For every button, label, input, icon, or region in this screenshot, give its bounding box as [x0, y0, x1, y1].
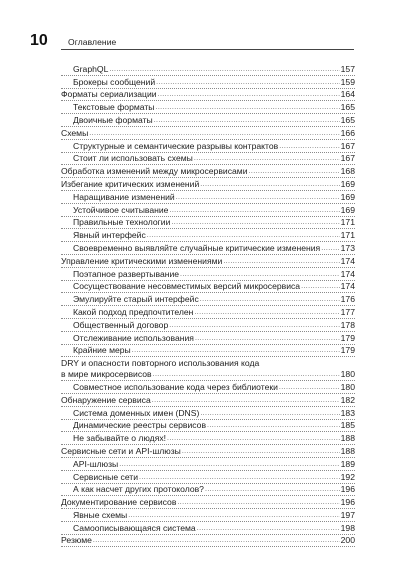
dot-leader — [167, 433, 340, 444]
toc-entry-page: 171 — [340, 230, 355, 241]
dot-leader — [223, 256, 339, 267]
dot-leader — [279, 382, 340, 393]
toc-entry-page: 197 — [340, 509, 355, 520]
toc-entry-title: Обработка изменений между микросервисами — [61, 166, 248, 177]
toc-entry-title: Стоит ли использовать схемы — [73, 153, 193, 164]
toc-entry — [61, 140, 355, 153]
toc-entry-page: 167 — [340, 153, 355, 164]
toc-entry-page: 185 — [340, 420, 355, 431]
toc-entry-page: 196 — [340, 497, 355, 508]
toc-entry-title: Крайние меры — [73, 345, 131, 356]
toc-entry-title: Общественный договор — [73, 319, 169, 330]
toc-entry-page: 171 — [340, 217, 355, 228]
dot-leader — [171, 217, 339, 228]
toc-entry-title-line1: DRY и опасности повторного использования кода — [61, 358, 260, 369]
toc-entry — [61, 89, 355, 102]
toc-entry — [61, 101, 355, 114]
toc-entry-page: 168 — [340, 166, 355, 177]
toc-entry-page: 178 — [340, 319, 355, 330]
table-of-contents — [61, 63, 355, 547]
toc-entry-page: 189 — [340, 458, 355, 469]
toc-entry-page: 179 — [340, 332, 355, 343]
toc-entry — [61, 522, 355, 535]
toc-entry-page: 188 — [340, 445, 355, 456]
toc-entry — [61, 407, 355, 420]
toc-entry-title: Своевременно выявляйте случайные критические изменения — [73, 242, 321, 253]
toc-entry — [61, 394, 355, 407]
toc-entry — [61, 255, 355, 268]
toc-entry-title: Поэтапное развертывание — [73, 268, 180, 279]
toc-entry-title: Эмулируйте старый интерфейс — [73, 294, 199, 305]
toc-entry-title: Правильные технологии — [73, 217, 171, 228]
toc-entry — [61, 268, 355, 281]
toc-entry-page: 169 — [340, 191, 355, 202]
toc-entry — [61, 484, 355, 497]
dot-leader — [109, 64, 339, 75]
toc-entry — [61, 471, 355, 484]
toc-entry-page: 183 — [340, 407, 355, 418]
page-number: 10 — [30, 32, 48, 49]
running-head: Оглавление — [68, 37, 117, 47]
toc-entry-title: Самоописывающаяся система — [73, 522, 196, 533]
toc-entry — [61, 509, 355, 522]
toc-entry-title: Документирование сервисов — [61, 497, 177, 508]
dot-leader — [195, 333, 340, 344]
toc-entry-page: 157 — [340, 63, 355, 74]
dot-leader — [154, 115, 340, 126]
dot-leader — [156, 77, 340, 88]
dot-leader — [197, 523, 340, 534]
toc-entry — [61, 293, 355, 306]
dot-leader — [119, 459, 339, 470]
toc-entry — [61, 535, 355, 548]
toc-entry-page: 165 — [340, 102, 355, 113]
toc-entry — [61, 178, 355, 191]
toc-entry-title: Не забывайте о людях! — [73, 433, 167, 444]
toc-entry-page: 167 — [340, 140, 355, 151]
page-header — [30, 32, 354, 50]
toc-entry-title: Совместное использование кода через библиотеки — [73, 381, 278, 392]
toc-entry-page: 192 — [340, 471, 355, 482]
dot-leader — [180, 269, 340, 280]
toc-entry-page: 173 — [340, 242, 355, 253]
dot-leader — [139, 472, 340, 483]
dot-leader — [153, 369, 340, 380]
toc-entry-title: Явные схемы — [73, 509, 128, 520]
toc-entry-title: Управление критическими изменениями — [61, 255, 223, 266]
toc-entry-title: Брокеры сообщений — [73, 76, 156, 87]
toc-entry-page: 174 — [340, 268, 355, 279]
toc-entry-title: Текстовые форматы — [73, 102, 155, 113]
dot-leader — [249, 166, 340, 177]
dot-leader — [194, 307, 339, 318]
toc-entry — [61, 345, 355, 358]
toc-entry — [61, 432, 355, 445]
toc-entry-title: API-шлюзы — [73, 458, 119, 469]
toc-entry — [61, 357, 355, 381]
toc-entry — [61, 242, 355, 255]
dot-leader — [155, 102, 339, 113]
toc-entry-title: Форматы сериализации — [61, 89, 157, 100]
toc-entry-title: Избегание критических изменений — [61, 178, 200, 189]
header-rule — [61, 49, 354, 50]
toc-entry-title: Сервисные сети и API-шлюзы — [61, 445, 181, 456]
toc-entry — [61, 381, 355, 394]
toc-entry-title: в мире микросервисов — [61, 369, 152, 380]
dot-leader — [321, 243, 339, 254]
toc-entry-page: 196 — [340, 484, 355, 495]
toc-entry-page: 200 — [340, 535, 355, 546]
toc-entry — [61, 165, 355, 178]
toc-entry — [61, 76, 355, 89]
toc-entry-title: Резюме — [61, 535, 92, 546]
dot-leader — [177, 497, 339, 508]
dot-leader — [152, 395, 340, 406]
toc-entry-page: 174 — [340, 255, 355, 266]
toc-entry-page: 169 — [340, 204, 355, 215]
toc-entry-page: 180 — [340, 381, 355, 392]
toc-entry-page: 174 — [340, 281, 355, 292]
dot-leader — [205, 484, 340, 495]
toc-entry — [61, 63, 355, 76]
dot-leader — [200, 179, 339, 190]
dot-leader — [158, 89, 340, 100]
dot-leader — [169, 320, 339, 331]
toc-entry — [61, 496, 355, 509]
toc-entry — [61, 306, 355, 319]
toc-entry-title: Устойчивое считывание — [73, 204, 169, 215]
toc-entry-page: 164 — [340, 89, 355, 100]
toc-entry-title: GraphQL — [73, 63, 109, 74]
toc-entry-page: 198 — [340, 522, 355, 533]
toc-entry-title: Явный интерфейс — [73, 230, 146, 241]
toc-entry-title: Схемы — [61, 127, 89, 138]
toc-entry-title: Сосуществование несовместимых версий микросервиса — [73, 281, 301, 292]
dot-leader — [176, 192, 340, 203]
toc-entry-title: Система доменных имен (DNS) — [73, 407, 200, 418]
dot-leader — [169, 205, 339, 216]
toc-entry-title: Наращивание изменений — [73, 191, 175, 202]
toc-entry — [61, 191, 355, 204]
toc-entry-page: 182 — [340, 394, 355, 405]
toc-entry — [61, 229, 355, 242]
dot-leader — [93, 535, 340, 546]
toc-entry — [61, 217, 355, 230]
toc-entry — [61, 281, 355, 294]
toc-entry — [61, 420, 355, 433]
toc-entry — [61, 445, 355, 458]
toc-entry-page: 166 — [340, 127, 355, 138]
dot-leader — [200, 408, 339, 419]
dot-leader — [279, 141, 339, 152]
dot-leader — [132, 345, 340, 356]
toc-entry-page: 165 — [340, 114, 355, 125]
toc-entry — [61, 204, 355, 217]
toc-entry — [61, 127, 355, 140]
toc-entry-title: Какой подход предпочтителен — [73, 306, 194, 317]
toc-entry-page: 180 — [340, 369, 355, 380]
toc-entry-page: 188 — [340, 433, 355, 444]
dot-leader — [207, 420, 340, 431]
toc-entry-title: Динамические реестры сервисов — [73, 420, 207, 431]
toc-entry-title: Структурные и семантические разрывы контрактов — [73, 140, 279, 151]
dot-leader — [301, 281, 340, 292]
dot-leader — [182, 446, 340, 457]
toc-entry-page: 169 — [340, 178, 355, 189]
toc-entry-page: 179 — [340, 345, 355, 356]
toc-entry-page: 177 — [340, 306, 355, 317]
toc-entry — [61, 458, 355, 471]
toc-entry-title: Обнаружение сервиса — [61, 394, 151, 405]
toc-entry-title: Отслеживание использования — [73, 332, 194, 343]
dot-leader — [89, 128, 339, 139]
toc-entry-page: 159 — [340, 76, 355, 87]
toc-entry — [61, 153, 355, 166]
dot-leader — [200, 294, 340, 305]
toc-entry — [61, 332, 355, 345]
toc-entry-title: Двоичные форматы — [73, 114, 153, 125]
toc-entry-page: 176 — [340, 294, 355, 305]
dot-leader — [128, 510, 339, 521]
toc-entry-title: Сервисные сети — [73, 471, 139, 482]
toc-entry — [61, 319, 355, 332]
toc-entry — [61, 114, 355, 127]
dot-leader — [147, 230, 340, 241]
dot-leader — [194, 153, 340, 164]
toc-entry-title: А как насчет других протоколов? — [73, 484, 204, 495]
